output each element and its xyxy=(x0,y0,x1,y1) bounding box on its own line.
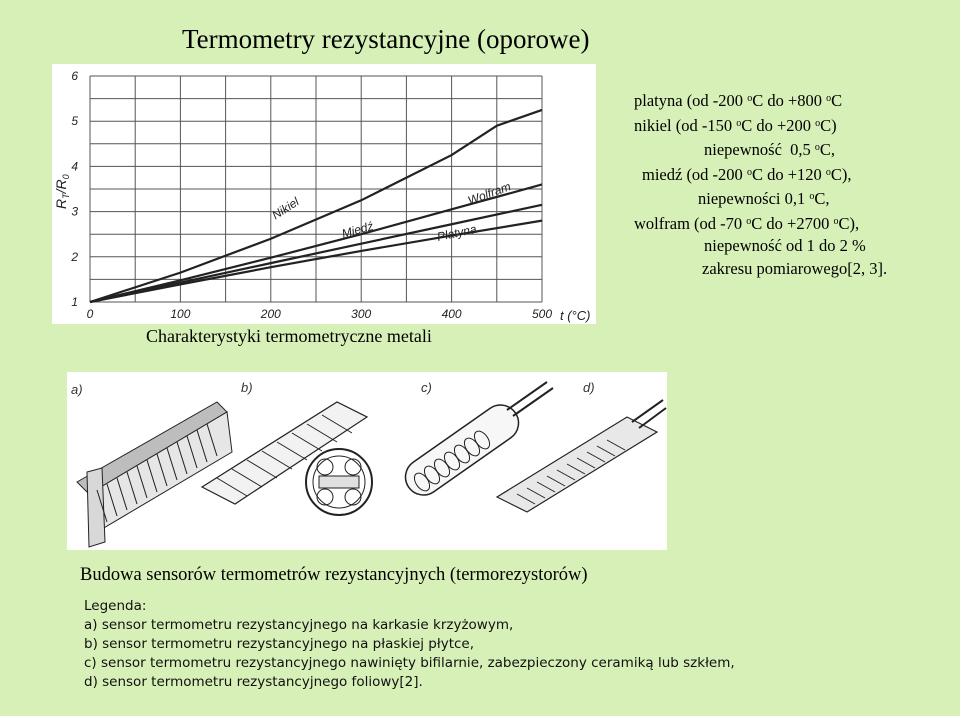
property-line: wolfram (od -70 $^o$C do +2700 $^o$C), xyxy=(634,213,860,233)
chart-svg xyxy=(52,64,596,324)
panel-label-c: c) xyxy=(421,380,432,395)
metal-properties-list xyxy=(600,88,940,280)
panel-label-a: a) xyxy=(71,382,83,397)
sensor-drawing xyxy=(67,372,667,550)
x-tick-label: 100 xyxy=(170,307,191,321)
legend-item: c) sensor termometru rezystancyjnego nawinięty bifilarnie, zabezpieczony ceramiką lub szkłem, xyxy=(84,655,735,671)
property-line: nikiel (od -150 $^o$C do +200 $^o$C) xyxy=(634,115,837,135)
y-axis-label: $R_T/R_0$ xyxy=(53,174,71,209)
thermometric-chart xyxy=(52,64,596,324)
property-line: niepewność 0,5 $^o$C, xyxy=(704,140,836,159)
sensors-caption: Budowa sensorów termometrów rezystancyjnych (termorezystorów) xyxy=(80,565,588,585)
legend-item: d) sensor termometru rezystancyjnego foliowy[2]. xyxy=(84,674,423,690)
legend-item: b) sensor termometru rezystancyjnego na płaskiej płytce, xyxy=(84,636,475,652)
page-title: Termometry rezystancyjne (oporowe) xyxy=(182,24,590,54)
panel-label-b: b) xyxy=(241,380,253,395)
property-line: niepewności 0,1 $^o$C, xyxy=(698,189,830,208)
panel-label-d: d) xyxy=(583,380,595,395)
series-label-wolfram: Wolfram xyxy=(465,179,513,208)
x-tick-label: 500 xyxy=(531,307,553,321)
legend-heading: Legenda: xyxy=(84,598,147,614)
sensor-illustrations xyxy=(67,372,667,550)
x-axis-label: t (°C) xyxy=(560,308,591,323)
x-tick-label: 200 xyxy=(260,307,281,321)
y-tick-label: 3 xyxy=(71,204,78,219)
property-line: niepewność od 1 do 2 % xyxy=(704,236,866,255)
legend xyxy=(84,597,735,692)
y-tick-label: 2 xyxy=(71,249,78,264)
y-tick-label: 4 xyxy=(71,159,78,174)
sensor-d-drawing xyxy=(497,400,666,512)
y-tick-label: 5 xyxy=(71,114,78,129)
series-label-nikiel: Nikiel xyxy=(269,194,302,223)
x-tick-label: 0 xyxy=(86,307,94,321)
x-tick-label: 400 xyxy=(441,307,462,321)
sensor-a-drawing xyxy=(77,402,232,547)
chart-caption: Charakterystyki termometryczne metali xyxy=(146,326,432,346)
y-tick-label: 1 xyxy=(71,295,78,309)
property-line: platyna (od -200 $^o$C do +800 $^o$C xyxy=(634,91,843,110)
legend-item: a) sensor termometru rezystancyjnego na karkasie krzyżowym, xyxy=(84,617,514,633)
x-tick-label: 300 xyxy=(351,307,372,321)
series-label-platyna: Platyna xyxy=(435,221,478,244)
property-line: miedź (od -200 $^o$C do +120 $^o$C), xyxy=(642,164,852,184)
y-tick-label: 6 xyxy=(71,69,78,83)
series-label-miedź: Miedź xyxy=(340,218,375,241)
property-line: zakresu pomiarowego[2, 3]. xyxy=(702,258,888,278)
